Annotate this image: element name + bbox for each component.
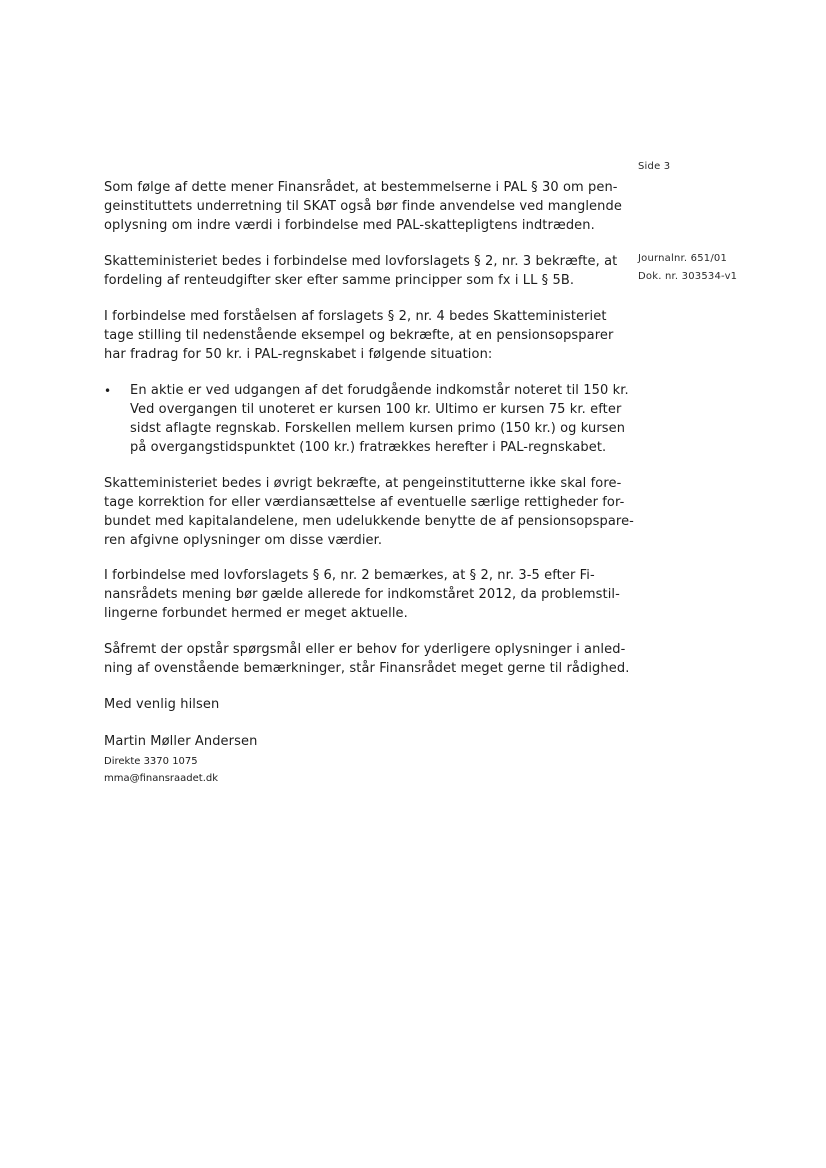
paragraph-3-line: I forbindelse med forståelsen af forslagets § 2, nr. 4 bedes Skatteministeriet	[104, 309, 607, 324]
paragraph-1-line: oplysning om indre værdi i forbindelse med PAL-skattepligtens indtræden.	[104, 218, 595, 233]
paragraph-4-line: tage korrektion for eller værdiansættelse af eventuelle særlige rettigheder for-	[104, 495, 625, 510]
bullet-line: sidst aflagte regnskab. Forskellen mellem kursen primo (150 kr.) og kursen	[130, 421, 626, 436]
bullet-line: på overgangstidspunktet (100 kr.) fratrækkes herefter i PAL-regnskabet.	[130, 440, 607, 455]
signatory-email: mma@finansraadet.dk	[104, 773, 219, 784]
paragraph-3-line: har fradrag for 50 kr. i PAL-regnskabet i følgende situation:	[104, 347, 493, 362]
paragraph-5-line: I forbindelse med lovforslagets § 6, nr. 2 bemærkes, at § 2, nr. 3-5 efter Fi-	[104, 568, 595, 583]
signatory-name: Martin Møller Andersen	[104, 734, 258, 749]
page-number-label: Side 3	[638, 161, 671, 172]
paragraph-4-line: Skatteministeriet bedes i øvrigt bekræfte, at pengeinstitutterne ikke skal fore-	[104, 476, 622, 491]
paragraph-3-line: tage stilling til nedenstående eksempel og bekræfte, at en pensionsopsparer	[104, 328, 614, 343]
paragraph-5-line: lingerne forbundet hermed er meget aktuelle.	[104, 606, 408, 621]
paragraph-6-line: Såfremt der opstår spørgsmål eller er behov for yderligere oplysninger i anled-	[104, 642, 626, 657]
journal-number: Journalnr. 651/01	[638, 253, 728, 264]
closing-greeting: Med venlig hilsen	[104, 697, 220, 712]
paragraph-4-line: bundet med kapitalandelene, men udelukkende benytte de af pensionsopspare-	[104, 514, 634, 529]
paragraph-4-line: ren afgivne oplysninger om disse værdier.	[104, 533, 383, 548]
paragraph-6-line: ning af ovenstående bemærkninger, står Finansrådet meget gerne til rådighed.	[104, 661, 630, 676]
paragraph-2-line: Skatteministeriet bedes i forbindelse med lovforslagets § 2, nr. 3 bekræfte, at	[104, 254, 618, 269]
bullet-line: Ved overgangen til unoteret er kursen 100 kr. Ultimo er kursen 75 kr. efter	[130, 402, 622, 417]
paragraph-1-line: Som følge af dette mener Finansrådet, at bestemmelserne i PAL § 30 om pen-	[104, 180, 618, 195]
signatory-phone: Direkte 3370 1075	[104, 756, 198, 767]
document-number: Dok. nr. 303534-v1	[638, 271, 738, 282]
paragraph-5-line: nansrådets mening bør gælde allerede for indkomståret 2012, da problemstil-	[104, 587, 620, 602]
bullet-marker: •	[104, 384, 112, 398]
paragraph-1-line: geinstituttets underretning til SKAT også bør finde anvendelse ved manglende	[104, 199, 622, 214]
paragraph-2-line: fordeling af renteudgifter sker efter samme principper som fx i LL § 5B.	[104, 273, 575, 288]
bullet-line: En aktie er ved udgangen af det forudgående indkomstår noteret til 150 kr.	[130, 383, 629, 398]
